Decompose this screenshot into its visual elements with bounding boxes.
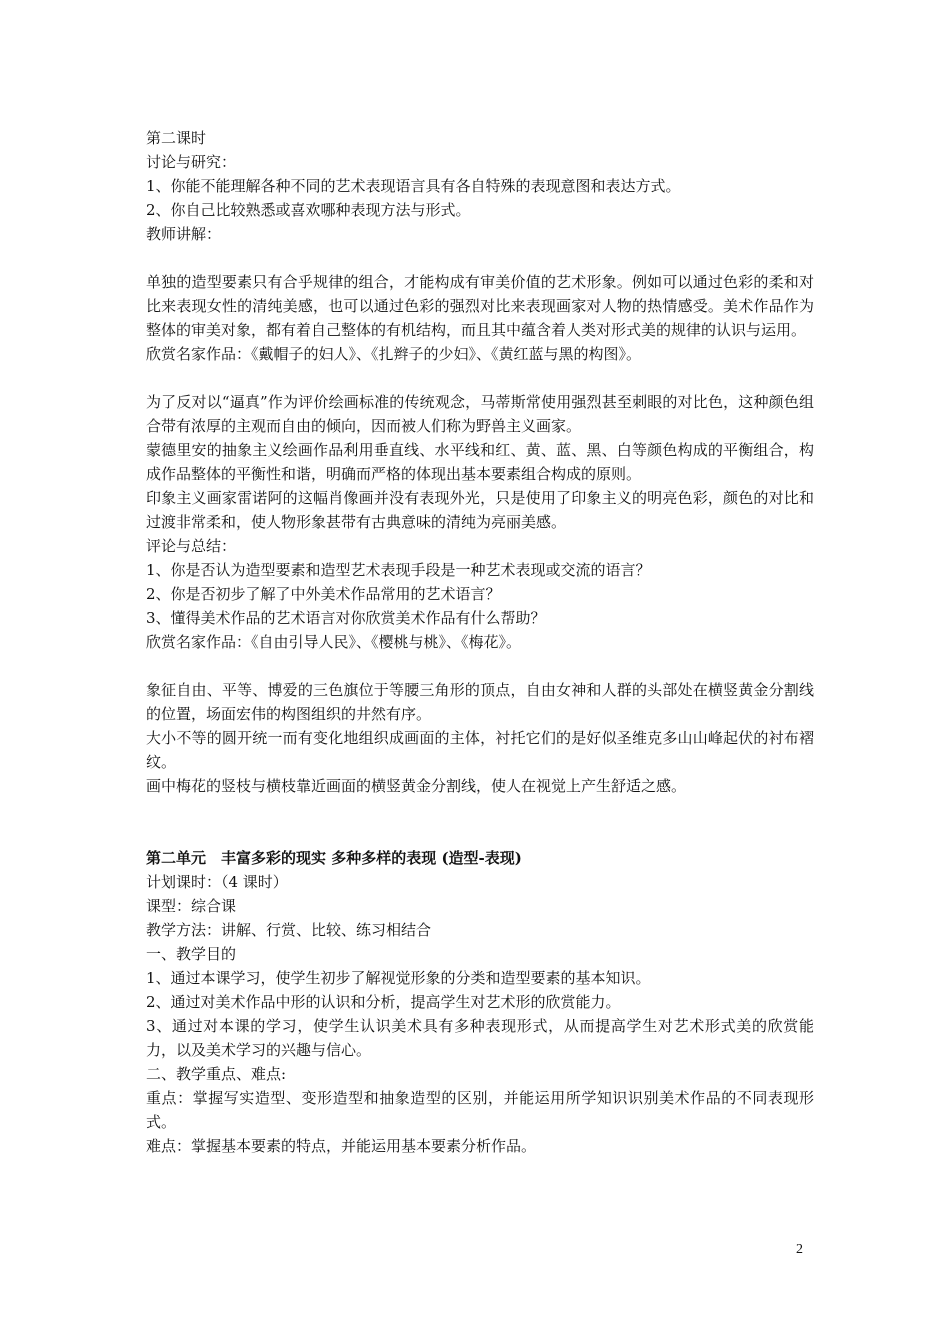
spacer bbox=[146, 798, 814, 846]
appreciation-list: 欣赏名家作品：《戴帽子的妇人》、《扎辫子的少妇》、《黄红蓝与黑的构图》。 bbox=[146, 345, 642, 363]
paragraph-renoir: 印象主义画家雷诺阿的这幅肖像画并没有表现外光，只是使用了印象主义的明亮色彩，颜色的对比和过渡非常柔和，使人物形象甚带有古典意味的清纯为亮丽美感。 bbox=[146, 489, 814, 531]
paragraph-matisse: 为了反对以“逼真”作为评价绘画标准的传统观念，马蒂斯常使用强烈甚至刺眼的对比色，这种颜色组合带有浓厚的主观而自由的倾向，因而被人们称为野兽主义画家。 bbox=[146, 393, 814, 435]
objective-item: 2、通过对美术作品中形的认识和分析，提高学生对艺术形的欣赏能力。 bbox=[146, 993, 621, 1011]
teacher-heading: 教师讲解： bbox=[146, 225, 222, 243]
review-item: 1、你是否认为造型要素和造型艺术表现手段是一种艺术表现或交流的语言？ bbox=[146, 561, 651, 579]
key-point: 重点：掌握写实造型、变形造型和抽象造型的区别，并能运用所学知识识别美术作品的不同表现形式。 bbox=[146, 1089, 814, 1131]
document-body bbox=[146, 126, 814, 1158]
lesson-type: 课型：综合课 bbox=[146, 897, 237, 915]
page-number: 2 bbox=[796, 1242, 803, 1257]
review-item: 3、懂得美术作品的艺术语言对你欣赏美术作品有什么帮助？ bbox=[146, 609, 546, 627]
objective-item: 3、通过对本课的学习，使学生认识美术具有多种表现形式，从而提高学生对艺术形式美的欣赏能力，以及美术学习的兴趣与信心。 bbox=[146, 1017, 814, 1059]
teacher-paragraph: 单独的造型要素只有合乎规律的组合，才能构成有审美价值的艺术形象。例如可以通过色彩的柔和对比来表现女性的清纯美感，也可以通过色彩的强烈对比来表现画家对人物的热情感受。美术作品作为整体的审美对象，都有着自己整体的有机结构，而且其中蕴含着人类对形式美的规律的认识与运用。 bbox=[146, 273, 814, 339]
objectives-heading: 一、教学目的 bbox=[146, 945, 237, 963]
discussion-heading: 讨论与研究： bbox=[146, 153, 237, 171]
planned-hours: 计划课时：（4 课时） bbox=[146, 873, 288, 891]
paragraph-liberty: 象征自由、平等、博爱的三色旗位于等腰三角形的顶点，自由女神和人群的头部处在横竖黄金分割线的位置，场面宏伟的构图组织的井然有序。 bbox=[146, 681, 814, 723]
paragraph-cherries: 大小不等的圆开统一而有变化地组织成画面的主体，衬托它们的是好似圣维克多山山峰起伏的衬布褶纹。 bbox=[146, 729, 814, 771]
teaching-method: 教学方法：讲解、行赏、比较、练习相结合 bbox=[146, 921, 432, 939]
lesson-title: 第二课时 bbox=[146, 129, 207, 147]
paragraph-plum: 画中梅花的竖枝与横枝靠近画面的横竖黄金分割线，使人在视觉上产生舒适之感。 bbox=[146, 777, 687, 795]
spacer bbox=[146, 366, 814, 390]
review-heading: 评论与总结： bbox=[146, 537, 237, 555]
focus-heading: 二、教学重点、难点: bbox=[146, 1065, 287, 1083]
appreciation-list: 欣赏名家作品：《自由引导人民》、《樱桃与桃》、《梅花》。 bbox=[146, 633, 522, 651]
discussion-item: 2、你自己比较熟悉或喜欢哪种表现方法与形式。 bbox=[146, 201, 471, 219]
spacer bbox=[146, 246, 814, 270]
difficult-point: 难点：掌握基本要素的特点，并能运用基本要素分析作品。 bbox=[146, 1137, 537, 1155]
discussion-item: 1、你能不能理解各种不同的艺术表现语言具有各自特殊的表现意图和表达方式。 bbox=[146, 177, 681, 195]
objective-item: 1、通过本课学习，使学生初步了解视觉形象的分类和造型要素的基本知识。 bbox=[146, 969, 651, 987]
paragraph-mondrian: 蒙德里安的抽象主义绘画作品利用垂直线、水平线和红、黄、蓝、黑、白等颜色构成的平衡组合，构成作品整体的平衡性和谐，明确而严格的体现出基本要素组合构成的原则。 bbox=[146, 441, 814, 483]
spacer bbox=[146, 654, 814, 678]
review-item: 2、你是否初步了解了中外美术作品常用的艺术语言？ bbox=[146, 585, 501, 603]
unit-title: 第二单元 丰富多彩的现实 多种多样的表现 (造型-表现) bbox=[146, 849, 522, 867]
